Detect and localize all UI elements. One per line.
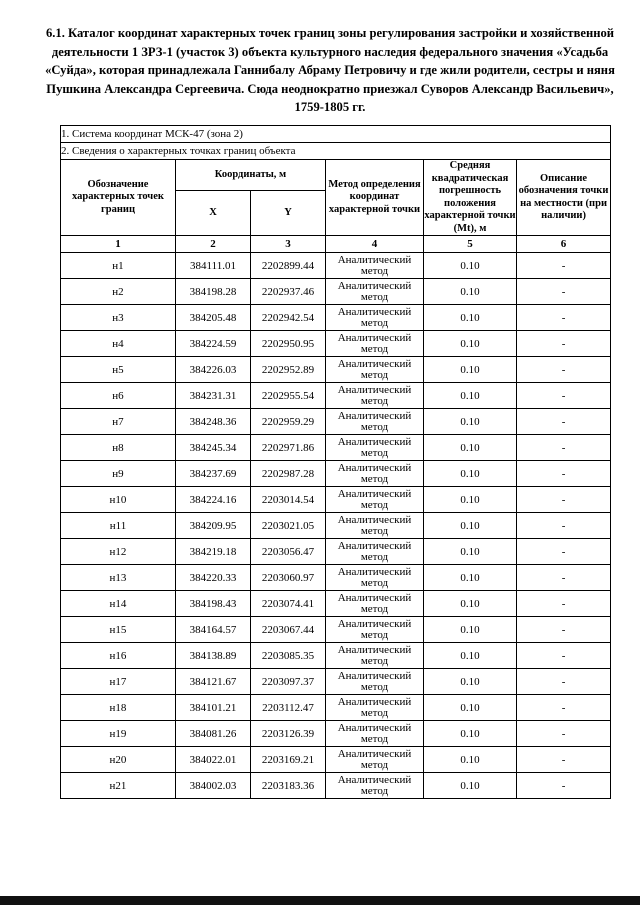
error-cell: 0.10 xyxy=(424,565,517,591)
x-coordinate-cell: 384237.69 xyxy=(176,461,251,487)
point-id-cell: н21 xyxy=(61,773,176,799)
y-coordinate-cell: 2203085.35 xyxy=(251,643,326,669)
table-row xyxy=(61,513,611,539)
error-cell: 0.10 xyxy=(424,773,517,799)
table-row xyxy=(61,539,611,565)
x-coordinate-cell: 384205.48 xyxy=(176,305,251,331)
table-row xyxy=(61,721,611,747)
table-row xyxy=(61,617,611,643)
y-coordinate-cell: 2203097.37 xyxy=(251,669,326,695)
header-description: Описание обозначения точки на местности (при наличии) xyxy=(517,160,611,236)
method-cell: Аналитический метод xyxy=(326,305,424,331)
method-cell: Аналитический метод xyxy=(326,357,424,383)
y-coordinate-cell: 2203169.21 xyxy=(251,747,326,773)
method-cell: Аналитический метод xyxy=(326,669,424,695)
header-y: Y xyxy=(251,191,326,236)
error-cell: 0.10 xyxy=(424,331,517,357)
point-id-cell: н18 xyxy=(61,695,176,721)
method-cell: Аналитический метод xyxy=(326,409,424,435)
method-cell: Аналитический метод xyxy=(326,721,424,747)
y-coordinate-cell: 2203067.44 xyxy=(251,617,326,643)
point-id-cell: н14 xyxy=(61,591,176,617)
header-coordinates: Координаты, м xyxy=(176,160,326,191)
point-id-cell: н5 xyxy=(61,357,176,383)
method-cell: Аналитический метод xyxy=(326,565,424,591)
description-cell: - xyxy=(517,669,611,695)
table-row xyxy=(61,409,611,435)
description-cell: - xyxy=(517,305,611,331)
point-id-cell: н12 xyxy=(61,539,176,565)
point-id-cell: н17 xyxy=(61,669,176,695)
x-coordinate-cell: 384121.67 xyxy=(176,669,251,695)
description-cell: - xyxy=(517,539,611,565)
error-cell: 0.10 xyxy=(424,279,517,305)
method-cell: Аналитический метод xyxy=(326,617,424,643)
point-id-cell: н19 xyxy=(61,721,176,747)
description-cell: - xyxy=(517,409,611,435)
point-id-cell: н1 xyxy=(61,253,176,279)
description-cell: - xyxy=(517,721,611,747)
x-coordinate-cell: 384022.01 xyxy=(176,747,251,773)
description-cell: - xyxy=(517,331,611,357)
method-cell: Аналитический метод xyxy=(326,591,424,617)
point-id-cell: н6 xyxy=(61,383,176,409)
header-row xyxy=(61,160,611,191)
y-coordinate-cell: 2202942.54 xyxy=(251,305,326,331)
point-id-cell: н16 xyxy=(61,643,176,669)
description-cell: - xyxy=(517,773,611,799)
point-id-cell: н20 xyxy=(61,747,176,773)
error-cell: 0.10 xyxy=(424,253,517,279)
error-cell: 0.10 xyxy=(424,435,517,461)
description-cell: - xyxy=(517,565,611,591)
scan-edge xyxy=(0,896,640,905)
point-id-cell: н13 xyxy=(61,565,176,591)
x-coordinate-cell: 384231.31 xyxy=(176,383,251,409)
description-cell: - xyxy=(517,617,611,643)
header-x: X xyxy=(176,191,251,236)
x-coordinate-cell: 384111.01 xyxy=(176,253,251,279)
table-row xyxy=(61,695,611,721)
error-cell: 0.10 xyxy=(424,409,517,435)
error-cell: 0.10 xyxy=(424,357,517,383)
description-cell: - xyxy=(517,487,611,513)
column-number: 6 xyxy=(517,236,611,253)
page-title: 6.1. Каталог координат характерных точек границ зоны регулирования застройки и хозяйственной деятельности 1 ЗРЗ-1 (участок 3) объекта культурного наследия федерального значения «Усадьба «Суйда», которая принадлежала Ганнибалу Абраму Петровичу и где жили родители, сестры и няня Пушкина Александра Сергеевича. Сюда неоднократно приезжал Суворов Александр Васильевич», 1759-1805 гг. xyxy=(45,26,615,114)
table-row xyxy=(61,591,611,617)
table-row xyxy=(61,773,611,799)
table-row xyxy=(61,383,611,409)
x-coordinate-cell: 384220.33 xyxy=(176,565,251,591)
point-id-cell: н2 xyxy=(61,279,176,305)
header-designation: Обозначение характерных точек границ xyxy=(61,160,176,236)
method-cell: Аналитический метод xyxy=(326,695,424,721)
error-cell: 0.10 xyxy=(424,617,517,643)
method-cell: Аналитический метод xyxy=(326,643,424,669)
description-cell: - xyxy=(517,461,611,487)
method-cell: Аналитический метод xyxy=(326,279,424,305)
table-row xyxy=(61,279,611,305)
table-row xyxy=(61,253,611,279)
x-coordinate-cell: 384198.43 xyxy=(176,591,251,617)
points-info-row xyxy=(61,143,611,160)
description-cell: - xyxy=(517,253,611,279)
description-cell: - xyxy=(517,513,611,539)
description-cell: - xyxy=(517,695,611,721)
point-id-cell: н9 xyxy=(61,461,176,487)
column-number: 4 xyxy=(326,236,424,253)
coord-system-text: 1. Система координат МСК-47 (зона 2) xyxy=(61,126,611,143)
method-cell: Аналитический метод xyxy=(326,435,424,461)
header-method: Метод определения координат характерной точки xyxy=(326,160,424,236)
table-row xyxy=(61,643,611,669)
column-numbers-row xyxy=(61,236,611,253)
point-id-cell: н11 xyxy=(61,513,176,539)
y-coordinate-cell: 2202950.95 xyxy=(251,331,326,357)
x-coordinate-cell: 384164.57 xyxy=(176,617,251,643)
x-coordinate-cell: 384002.03 xyxy=(176,773,251,799)
header-error: Средняя квадратическая погрешность положения характерной точки (Mt), м xyxy=(424,160,516,234)
method-cell: Аналитический метод xyxy=(326,747,424,773)
y-coordinate-cell: 2203056.47 xyxy=(251,539,326,565)
column-number: 3 xyxy=(251,236,326,253)
coord-system-row xyxy=(61,126,611,143)
error-cell: 0.10 xyxy=(424,721,517,747)
y-coordinate-cell: 2203126.39 xyxy=(251,721,326,747)
x-coordinate-cell: 384219.18 xyxy=(176,539,251,565)
column-number: 1 xyxy=(61,236,176,253)
x-coordinate-cell: 384081.26 xyxy=(176,721,251,747)
y-coordinate-cell: 2203021.05 xyxy=(251,513,326,539)
table-row xyxy=(61,669,611,695)
x-coordinate-cell: 384226.03 xyxy=(176,357,251,383)
method-cell: Аналитический метод xyxy=(326,539,424,565)
column-number: 5 xyxy=(424,236,517,253)
coordinates-table xyxy=(60,125,611,799)
y-coordinate-cell: 2202971.86 xyxy=(251,435,326,461)
error-cell: 0.10 xyxy=(424,513,517,539)
x-coordinate-cell: 384209.95 xyxy=(176,513,251,539)
point-id-cell: н15 xyxy=(61,617,176,643)
y-coordinate-cell: 2202955.54 xyxy=(251,383,326,409)
point-id-cell: н3 xyxy=(61,305,176,331)
error-cell: 0.10 xyxy=(424,591,517,617)
point-id-cell: н7 xyxy=(61,409,176,435)
error-cell: 0.10 xyxy=(424,695,517,721)
description-cell: - xyxy=(517,591,611,617)
method-cell: Аналитический метод xyxy=(326,383,424,409)
error-cell: 0.10 xyxy=(424,539,517,565)
table-row xyxy=(61,357,611,383)
table-row xyxy=(61,461,611,487)
x-coordinate-cell: 384245.34 xyxy=(176,435,251,461)
description-cell: - xyxy=(517,643,611,669)
x-coordinate-cell: 384224.16 xyxy=(176,487,251,513)
column-number: 2 xyxy=(176,236,251,253)
error-cell: 0.10 xyxy=(424,747,517,773)
method-cell: Аналитический метод xyxy=(326,487,424,513)
error-cell: 0.10 xyxy=(424,383,517,409)
point-id-cell: н10 xyxy=(61,487,176,513)
method-cell: Аналитический метод xyxy=(326,773,424,799)
description-cell: - xyxy=(517,747,611,773)
description-cell: - xyxy=(517,279,611,305)
y-coordinate-cell: 2203074.41 xyxy=(251,591,326,617)
x-coordinate-cell: 384224.59 xyxy=(176,331,251,357)
y-coordinate-cell: 2203014.54 xyxy=(251,487,326,513)
method-cell: Аналитический метод xyxy=(326,461,424,487)
method-cell: Аналитический метод xyxy=(326,253,424,279)
table-row xyxy=(61,435,611,461)
table-row xyxy=(61,331,611,357)
y-coordinate-cell: 2202987.28 xyxy=(251,461,326,487)
y-coordinate-cell: 2202937.46 xyxy=(251,279,326,305)
x-coordinate-cell: 384248.36 xyxy=(176,409,251,435)
error-cell: 0.10 xyxy=(424,669,517,695)
description-cell: - xyxy=(517,383,611,409)
points-info-text: 2. Сведения о характерных точках границ объекта xyxy=(61,143,611,160)
y-coordinate-cell: 2202952.89 xyxy=(251,357,326,383)
table-row xyxy=(61,305,611,331)
description-cell: - xyxy=(517,435,611,461)
y-coordinate-cell: 2203112.47 xyxy=(251,695,326,721)
table-row xyxy=(61,747,611,773)
y-coordinate-cell: 2202899.44 xyxy=(251,253,326,279)
description-cell: - xyxy=(517,357,611,383)
table-row xyxy=(61,487,611,513)
x-coordinate-cell: 384198.28 xyxy=(176,279,251,305)
error-cell: 0.10 xyxy=(424,305,517,331)
x-coordinate-cell: 384138.89 xyxy=(176,643,251,669)
point-id-cell: н8 xyxy=(61,435,176,461)
y-coordinate-cell: 2203060.97 xyxy=(251,565,326,591)
method-cell: Аналитический метод xyxy=(326,513,424,539)
y-coordinate-cell: 2202959.29 xyxy=(251,409,326,435)
error-cell: 0.10 xyxy=(424,487,517,513)
table-row xyxy=(61,565,611,591)
error-cell: 0.10 xyxy=(424,461,517,487)
x-coordinate-cell: 384101.21 xyxy=(176,695,251,721)
method-cell: Аналитический метод xyxy=(326,331,424,357)
error-cell: 0.10 xyxy=(424,643,517,669)
y-coordinate-cell: 2203183.36 xyxy=(251,773,326,799)
point-id-cell: н4 xyxy=(61,331,176,357)
